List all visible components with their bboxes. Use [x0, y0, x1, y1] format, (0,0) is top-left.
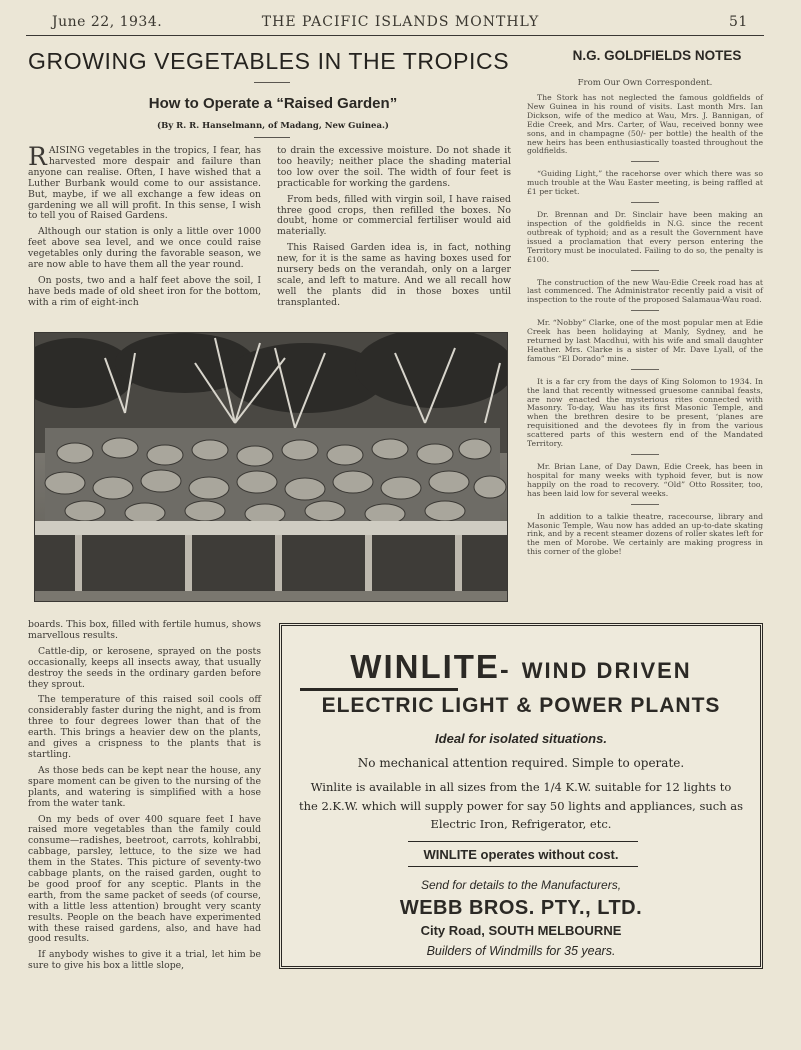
winlite-advertisement [279, 623, 763, 969]
goldfields-notes-column [527, 78, 763, 562]
ad-company: WEBB BROS. PTY., LTD. [399, 897, 643, 919]
article-column-1 [28, 142, 261, 314]
note-paragraph: It is a far cry from the days of King Solomon to 1934. In the land that recently witnessed gruesome cannibal feasts, are now enacted the mysterious rites connected with Masonry. To-day, Wau has its first Masonic Temple, and when the brethren desire to be present, ‘planes are requisitioned and the devotees fly in from the various scattered parts of this western end of the Mandated Territory. [527, 376, 763, 449]
note-divider [631, 504, 659, 505]
article-paragraph: to drain the excessive moisture. Do not shade it too heavily; neither place the shading material too low over the soil. The width of four feet is practicable for working the gardens. [277, 145, 511, 189]
note-paragraph: Mr. “Nobby” Clarke, one of the most popular men at Edie Creek has been holidaying at Manly, Sydney, and he returned by last Macdhui, with his wife and small daughter Heather. Mrs. Clarke is a sister of Mr. Dave Lyall, of the famous “El Dorado” mine. [527, 318, 763, 363]
ad-line-4: Electric Iron, Refrigerator, etc. [430, 817, 612, 831]
article-paragraph: boards. This box, filled with fertile humus, shows marvellous results. [28, 619, 261, 641]
correspondent-credit: From Our Own Correspondent. [577, 78, 713, 88]
page-number: 51 [729, 14, 748, 30]
title-rule [254, 82, 290, 83]
ad-wind-driven: WIND DRIVEN [521, 658, 692, 683]
sidebar-title: N.G. GOLDFIELDS NOTES [572, 48, 742, 63]
article-column-2 [277, 146, 511, 314]
article-byline: (By R. R. Hanselmann, of Madang, New Guinea.) [157, 121, 389, 131]
article-paragraph: Although our station is only a little over 1000 feet above sea level, and we once could raise vegetables only during the favorable season, we are now able to have them all the year round. [28, 226, 261, 271]
article-paragraph: From beds, filled with virgin soil, I have raised three good crops, then refilled the boxes. No doubt, home or commercial fertiliser would aid materially. [277, 193, 511, 238]
article-column-3 [28, 620, 261, 977]
ad-send-line: Send for details to the Manufacturers, [420, 878, 622, 892]
article-subtitle: How to Operate a “Raised Garden” [148, 95, 398, 112]
raised-garden-photo [34, 332, 508, 602]
article-paragraph: Cattle-dip, or kerosene, sprayed on the posts occasionally, keeps all insects away, that usually destroy the seeds in the ordinary garden before they sprout. [28, 645, 261, 690]
ad-headline-2: ELECTRIC LIGHT & POWER PLANTS [321, 694, 721, 717]
byline-rule [254, 137, 290, 138]
ad-line-1: No mechanical attention required. Simple to operate. [357, 756, 685, 770]
ad-tagline: Ideal for isolated situations. [435, 731, 607, 746]
ad-builders-line: Builders of Windmills for 35 years. [426, 944, 616, 958]
header-rule [26, 35, 764, 36]
drop-cap: R [28, 142, 47, 171]
article-paragraph: This Raised Garden idea is, in fact, nothing new, for it is the same as having boxes used for nursery beds on the verandah, only on a larger scale, and left to mature. And we all recall how well the plants did in those boxes until transplanted. [277, 242, 511, 308]
note-divider [631, 270, 659, 271]
note-divider [631, 369, 659, 370]
note-paragraph: The Stork has not neglected the famous goldfields of New Guinea in his round of visits. Last month Mrs. Ian Dickson, wife of the medico at Wau, Mrs. J. Bannigan, of Edie Creek, and Mrs. Carter, of Wau, received bonny wee sons, and in champagne (50/- per bottle) the health of the new heirs has been enthusiastically toasted throughout the goldfields. [527, 93, 763, 156]
article-paragraph: As those beds can be kept near the house, any spare moment can be given to the nursing of the plants, and watering is simplified with a hose from the water tank. [28, 764, 261, 809]
note-divider [631, 202, 659, 203]
article-paragraph: On posts, two and a half feet above the soil, I have beds made of old sheet iron for the bottom, with a rim of eight-inch [28, 274, 261, 308]
note-paragraph: Dr. Brennan and Dr. Sinclair have been making an inspection of the goldfields in N.G. since the recent outbreak of typhoid; and as a result the Government have issued a proclamation that every person entering the Territory must be inoculated. Failing to do so, the penalty is £100. [527, 210, 763, 264]
note-paragraph: Mr. Brian Lane, of Day Dawn, Edie Creek, has been in hospital for many weeks with typhoid fever, but is now happily on the road to recovery. “Old” Otto Rossiter, too, has been laid low for several weeks. [527, 462, 763, 498]
note-divider [631, 454, 659, 455]
note-paragraph: The construction of the new Wau-Edie Creek road has at last commenced. The Administrator recently paid a visit of inspection to the route of the proposed Salamaua-Wau road. [527, 277, 763, 305]
ad-rule-bottom [408, 866, 638, 867]
ad-underline [300, 688, 458, 691]
publication-name: THE PACIFIC ISLANDS MONTHLY [261, 14, 540, 30]
ad-line-2: Winlite is available in all sizes from the 1/4 K.W. suitable for 12 lights to [310, 780, 732, 794]
note-paragraph: In addition to a talkie theatre, racecourse, library and Masonic Temple, Wau now has added an up-to-date skating rink, and by a recent steamer dozens of roller skates left for the men of Morobe. We certainly are making progress in this corner of the globe! [527, 511, 763, 557]
article-paragraph: RAISING vegetables in the tropics, I fear, has harvested more despair and failure than anyone can realise. Often, I have wished that a Luther Burbank would come to our assistance. But, maybe, if we all exchange a few ideas on gardening we all will profit. In this sense, I wish to tell you of Raised Gardens. [28, 142, 261, 222]
article-paragraph: If anybody wishes to give it a trial, let him be sure to give his box a little slope, [28, 949, 261, 972]
ad-line-3: the 2.K.W. which will supply power for say 50 lights and appliances, such as [298, 799, 744, 813]
article-title: GROWING VEGETABLES IN THE TROPICS [28, 48, 510, 74]
note-divider [631, 161, 659, 162]
issue-date: June 22, 1934. [52, 14, 163, 30]
ad-brand: WINLITE [350, 648, 500, 685]
article-paragraph: On my beds of over 400 square feet I have raised more vegetables than the family could consume—radishes, beetroot, carrots, kohlrabbi, cabbage, parsley, lettuce, to the size we had them in the States. This picture of seventy-two cabbage plants, on the raised garden, ought to be good proof for any sceptic. Plants in the earth, from the same packet of seeds (of course, with a little less attention) brought very scanty results. People on the beach have experimented with these raised gardens, also, and have had good results. [28, 813, 261, 945]
ad-rule-top [408, 841, 638, 842]
ad-cost-line: WINLITE operates without cost. [423, 847, 619, 862]
article-paragraph: The temperature of this raised soil cools off considerably faster during the night, and is from three to four degrees lower than that of the earth. This brings a heavier dew on the plants, and gives a crispness to the plants that is startling. [28, 694, 261, 760]
note-divider [631, 310, 659, 311]
note-paragraph: “Guiding Light,” the racehorse over which there was so much trouble at the Wau Easter meeting, is being raffled at £1 per ticket. [527, 169, 763, 197]
ad-headline: WINLITE- WIND DRIVEN [350, 648, 692, 685]
ad-address: City Road, SOUTH MELBOURNE [420, 923, 622, 938]
